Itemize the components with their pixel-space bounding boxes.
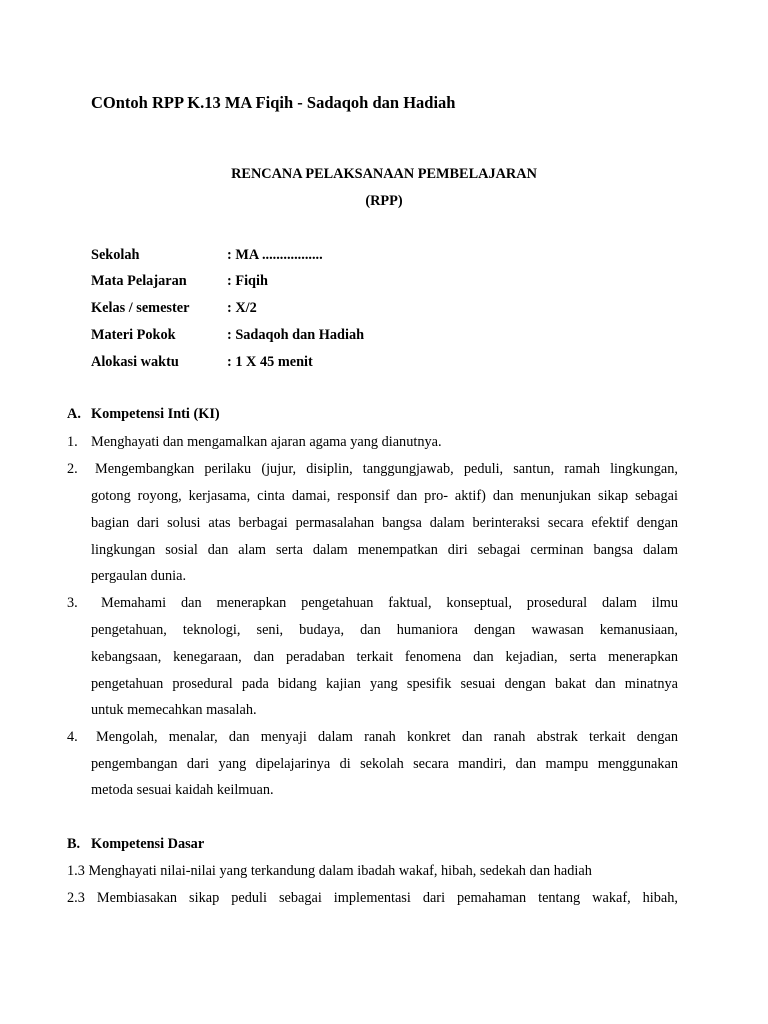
list-item-line: Memahami dan menerapkan pengetahuan faktual, konseptual, prosedural dalam ilmu [101, 595, 678, 611]
list-item: 2.3 Membiasakan sikap peduli sebagai implementasi dari pemahaman tentang wakaf, hibah, [67, 890, 678, 906]
section-b-title: Kompetensi Dasar [91, 836, 205, 852]
list-item-line: metoda sesuai kaidah keilmuan. [91, 782, 274, 798]
identity-value: : X/2 [227, 300, 257, 316]
list-item-line: gotong royong, kerjasama, cinta damai, responsif dan pro- aktif) dan menunjukan sikap sebagai [91, 488, 678, 504]
identity-value: : Sadaqoh dan Hadiah [227, 327, 365, 343]
list-item-line: bagian dari solusi atas berbagai permasalahan bangsa dalam berinteraksi secara efektif dengan [91, 515, 678, 531]
identity-label: Kelas / semester [91, 300, 190, 316]
list-item-number: 4. [67, 729, 78, 745]
list-item: 1.3 Menghayati nilai-nilai yang terkandung dalam ibadah wakaf, hibah, sedekah dan hadiah [67, 863, 592, 879]
list-item-number: 3. [67, 595, 78, 611]
section-b-letter: B. [67, 836, 81, 852]
identity-label: Alokasi waktu [91, 354, 179, 370]
list-item-line: pergaulan dunia. [91, 568, 187, 584]
rpp-subheading: (RPP) [365, 193, 403, 209]
list-item-line: pengetahuan, teknologi, seni, budaya, dan humaniora dengan wawasan kemanusiaan, [91, 622, 678, 638]
list-item-line: Mengolah, menalar, dan menyaji dalam ranah konkret dan ranah abstrak terkait dengan [96, 729, 678, 745]
list-item-line: lingkungan sosial dan alam serta dalam menempatkan diri sebagai cerminan bangsa dalam [91, 542, 678, 558]
list-item-line: kebangsaan, kenegaraan, dan peradaban terkait fenomena dan kejadian, serta menerapkan [91, 649, 678, 665]
list-item-number: 1. [67, 434, 78, 450]
identity-value: : Fiqih [227, 273, 268, 289]
identity-value: : 1 X 45 menit [227, 354, 313, 370]
document-title: COntoh RPP K.13 MA Fiqih - Sadaqoh dan Hadiah [91, 93, 456, 112]
identity-value: : MA ................. [227, 247, 323, 263]
list-item-line: untuk memecahkan masalah. [91, 702, 257, 718]
identity-label: Materi Pokok [91, 327, 176, 343]
section-a-letter: A. [67, 406, 81, 422]
list-item-line: Mengembangkan perilaku (jujur, disiplin, tanggungjawab, peduli, santun, ramah lingkungan, [95, 461, 678, 477]
identity-label: Mata Pelajaran [91, 273, 187, 289]
section-a-title: Kompetensi Inti (KI) [91, 406, 220, 422]
list-item-line: Menghayati dan mengamalkan ajaran agama yang dianutnya. [91, 434, 442, 450]
rpp-heading: RENCANA PELAKSANAAN PEMBELAJARAN [231, 166, 537, 182]
list-item-number: 2. [67, 461, 78, 477]
identity-label: Sekolah [91, 247, 140, 263]
list-item-line: pengembangan dari yang dipelajarinya di sekolah secara mandiri, dan mampu menggunakan [91, 756, 678, 772]
list-item-line: pengetahuan prosedural pada bidang kajian yang spesifik sesuai dengan bakat dan minatnya [91, 676, 678, 692]
